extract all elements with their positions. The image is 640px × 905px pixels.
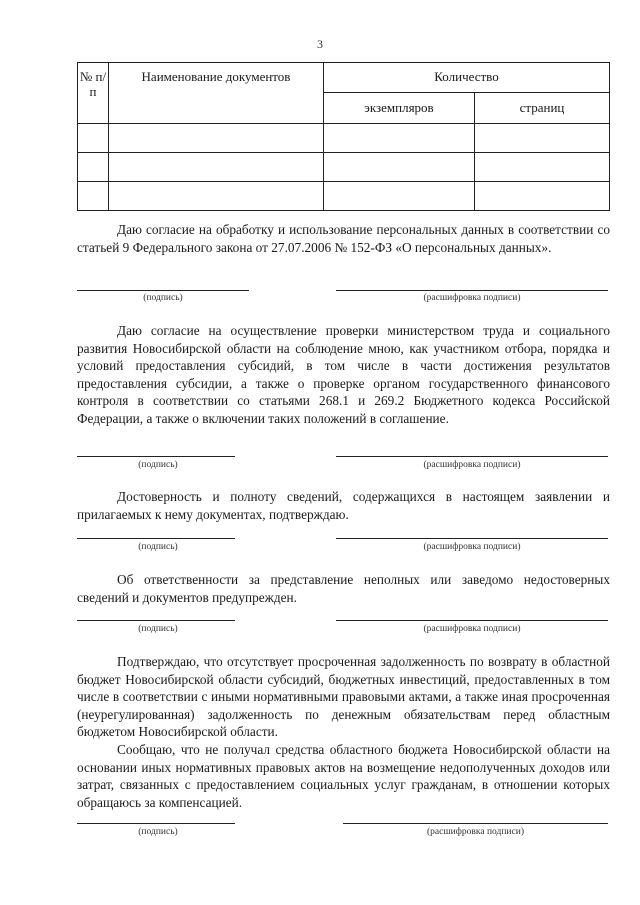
signature-line [77,823,235,824]
liability-warning-paragraph: Об ответственности за представление неполных или заведомо недостоверных сведений и документов предупрежден. [77,572,610,605]
signature-caption: (подпись) [138,542,178,552]
table-row [78,182,610,211]
signature-decode-caption: (расшифровка подписи) [423,624,521,634]
page-number: 3 [317,37,323,51]
accuracy-confirmation-paragraph: Достоверность и полноту сведений, содержащихся в настоящем заявлении и прилагаемых к нему документах, подтверждаю. [77,489,610,522]
cell-copies [324,153,475,182]
cell-pages [475,124,610,153]
cell-pages [475,182,610,211]
cell-number [78,182,109,211]
header-copies: экземпляров [324,92,475,123]
signature-caption: (подпись) [138,624,178,634]
signature-caption: (подпись) [138,827,178,837]
cell-name [109,182,324,211]
consent-inspection-paragraph: Даю согласие на осуществление проверки министерством труда и социального развития Новосибирской области на соблюдение мною, как участником отбора, порядка и условий предоставления субсидий, в том числе в части достижения результатов предоставления субсидии, а также о проверке органом государственного финансового контроля в соответствии со статьями 268.1 и 269.2 Бюджетного кодекса Российской Федерации, а также о включении таких положений в соглашение. [77,323,610,426]
signature-decode-caption: (расшифровка подписи) [423,542,521,552]
signature-decode-line [343,823,608,824]
cell-copies [324,124,475,153]
signature-line [77,538,235,539]
header-quantity: Количество [324,63,610,93]
header-document-name: Наименование документов [109,63,324,124]
signature-line [77,290,249,291]
table-row [78,153,610,182]
signature-decode-line [336,620,608,621]
cell-number [78,124,109,153]
signature-caption: (подпись) [138,460,178,470]
signature-decode-caption: (расшифровка подписи) [423,460,521,470]
signature-decode-caption: (расшифровка подписи) [423,293,521,303]
cell-name [109,153,324,182]
signature-decode-line [336,538,608,539]
cell-number [78,153,109,182]
consent-personal-data-paragraph: Даю согласие на обработку и использование персональных данных в соответствии со статьей 9 Федерального закона от 27.07.2006 № 152-ФЗ «О персональных данных». [77,222,610,255]
header-number: № п/п [78,63,109,124]
signature-caption: (подпись) [143,293,183,303]
header-pages: страниц [475,92,610,123]
signature-line [77,620,235,621]
signature-line [77,456,235,457]
cell-copies [324,182,475,211]
signature-decode-line [336,456,608,457]
table-row [78,124,610,153]
documents-table [77,62,610,211]
cell-name [109,124,324,153]
signature-decode-caption: (расшифровка подписи) [427,827,524,837]
no-funds-received-paragraph: Сообщаю, что не получал средства областного бюджета Новосибирской области на основании иных нормативных правовых актов на возмещение недополученных доходов или затрат, связанных с предоставлением социальных услуг гражданам, в отношении которых обращаюсь за компенсацией. [77,742,610,810]
cell-pages [475,153,610,182]
signature-decode-line [336,290,608,291]
no-debt-confirmation-paragraph: Подтверждаю, что отсутствует просроченная задолженность по возврату в областной бюджет Новосибирской области субсидий, бюджетных инвестиций, предоставленных в том числе в соответствии с иными нормативными правовыми актами, а также иная просроченная (неурегулированная) задолженность по денежным обязательствам перед областным бюджетом Новосибирской области. [77,654,610,740]
